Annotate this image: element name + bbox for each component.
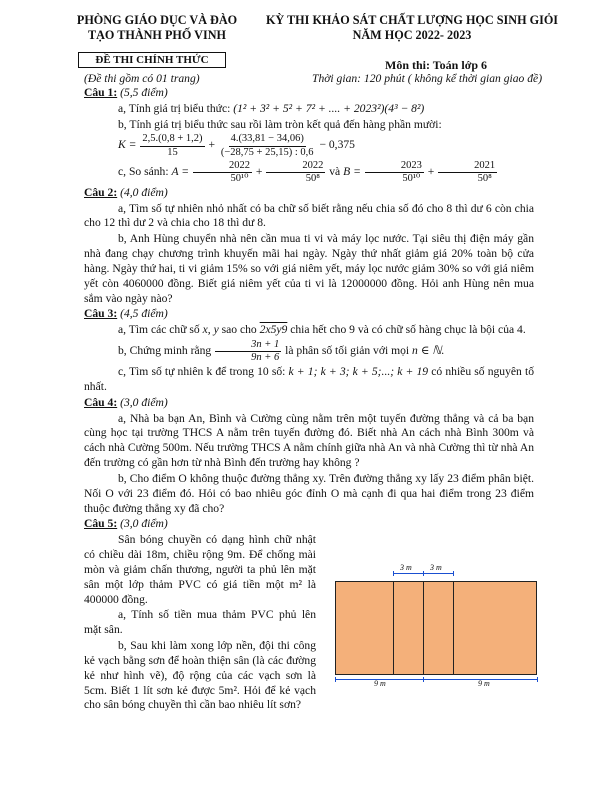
overlined-number: 2x5y9 bbox=[259, 323, 288, 337]
fraction-numerator: 2022 bbox=[266, 160, 325, 173]
digit-variables: x, y bbox=[202, 323, 219, 337]
fraction-denominator: 50¹⁰ bbox=[230, 172, 249, 184]
court-surface bbox=[335, 581, 537, 675]
question-points: (5,5 điểm) bbox=[120, 86, 168, 99]
question-1a bbox=[84, 102, 534, 117]
question-3a bbox=[84, 323, 534, 338]
question-3b-text: b, Chứng minh rằng bbox=[118, 344, 212, 358]
fraction-denominator: 15 bbox=[167, 146, 178, 158]
fraction-numerator: 3n + 1 bbox=[215, 339, 281, 352]
department-line-2: TẠO THÀNH PHỐ VINH bbox=[87, 28, 227, 43]
question-number: Câu 5: bbox=[84, 517, 118, 531]
attack-line-left bbox=[393, 581, 394, 675]
fraction-denominator: 50⁸ bbox=[477, 172, 492, 184]
subject-title: Môn thi: Toán lớp 6 bbox=[385, 58, 488, 72]
dimension-tick bbox=[335, 677, 336, 682]
exam-title-line-2: NĂM HỌC 2022- 2023 bbox=[352, 28, 472, 43]
question-5b: b, Sau khi làm xong lớp nền, đội thi công kẻ vạch bằng sơn để hoàn thiện sân (là các đường kẻ như hình vẽ), độ rộng của các vạch sơn là 5cm. Biết 1 lít sơn kẻ được 5m². Hỏi để kẻ vạch cho sân bóng chuyền thì cần bao nhiêu lít sơn? bbox=[84, 639, 316, 712]
question-1b-text: b, Tính giá trị biểu thức sau rồi làm tròn kết quả đến hàng phần mười: bbox=[118, 117, 442, 131]
fraction bbox=[438, 160, 497, 185]
exam-header bbox=[262, 13, 562, 44]
center-line bbox=[423, 581, 424, 675]
fraction bbox=[219, 133, 316, 158]
dimension-tick bbox=[393, 571, 394, 576]
dimension-tick bbox=[453, 571, 454, 576]
department-line-1: PHÒNG GIÁO DỤC VÀ ĐÀO bbox=[76, 13, 238, 27]
fraction bbox=[215, 339, 281, 364]
question-points: (3,0 điểm) bbox=[120, 395, 168, 409]
question-5a: a, Tính số tiền mua thảm PVC phủ lên mặt sân. bbox=[84, 608, 316, 637]
fraction bbox=[266, 160, 325, 185]
question-4 bbox=[84, 396, 534, 517]
question-number: Câu 4: bbox=[84, 395, 118, 409]
question-2 bbox=[84, 186, 534, 307]
exam-time: Thời gian: 120 phút ( không kể thời gian giao đề) bbox=[312, 72, 543, 85]
fraction-numerator: 4.(33,81 − 34,06) bbox=[229, 133, 306, 146]
question-3 bbox=[84, 307, 534, 394]
question-points: (4,0 điểm) bbox=[120, 185, 168, 199]
question-3c-text: c, Tìm số tự nhiên k để trong 10 số: bbox=[118, 365, 286, 379]
question-3a-post: chia hết cho 9 và có chữ số hàng chục là bội của 4. bbox=[290, 323, 526, 337]
official-exam-box: ĐỀ THI CHÍNH THỨC bbox=[78, 52, 226, 68]
fraction bbox=[193, 160, 252, 185]
fraction-numerator: 2021 bbox=[438, 160, 497, 173]
fraction-numerator: 2023 bbox=[365, 160, 424, 173]
question-1b-expression: K = $\frac{2,5.(0,8 + 1,2)}{15}$ + $\frac{4.(33,81 - 34,06)}{(-28,75 + 25,15) : 0,6}$ − 0,375 bbox=[118, 133, 355, 158]
question-3a-text: a, Tìm các chữ số bbox=[118, 323, 200, 337]
question-1c-text: c, So sánh: bbox=[118, 164, 169, 178]
fraction bbox=[365, 160, 424, 185]
b-label: B = bbox=[343, 164, 361, 178]
expression-tail: − 0,375 bbox=[319, 138, 355, 152]
natural-set: n ∈ ℕ. bbox=[412, 344, 445, 358]
department-header bbox=[52, 13, 262, 44]
fraction-denominator: 50¹⁰ bbox=[402, 172, 421, 184]
a-label: A = bbox=[171, 164, 190, 178]
question-3a-mid: sao cho bbox=[221, 323, 257, 337]
fraction-numerator: 2022 bbox=[193, 160, 252, 173]
and-word: và bbox=[329, 164, 341, 178]
question-points: (4,5 điểm) bbox=[120, 307, 168, 321]
dimension-label-bottom-left: 9 m bbox=[374, 679, 386, 688]
pages-note: (Đề thi gồm có 01 trang) bbox=[84, 72, 200, 85]
question-number: Câu 1: bbox=[84, 86, 118, 99]
question-2a: a, Tìm số tự nhiên nhỏ nhất có ba chữ số biết rằng nếu chia số đó cho 8 thì dư 6 còn chia cho 12 thì dư 2 và chia cho 18 thì dư 8. bbox=[84, 201, 534, 230]
dimension-label-top-left: 3 m bbox=[400, 563, 412, 572]
question-1a-text: a, Tính giá trị biểu thức: bbox=[118, 101, 231, 115]
question-3c bbox=[84, 365, 534, 395]
question-3b-post: là phân số tối giản với mọi bbox=[285, 344, 410, 358]
dimension-tick bbox=[423, 571, 424, 576]
question-2b: b, Anh Hùng chuyển nhà nên cần mua ti vi và máy lọc nước. Tại siêu thị điện máy gần nhà đang chạy chương trình khuyến mãi hai ngày. Ngày thứ nhất giảm giá 20% toàn bộ cửa hàng. Ngày thứ hai, ti vi giảm 15% so với giá niêm yết, máy lọc nước giảm 30% so với giá niêm yết còn 4060000 đồng. Biết giá niêm yết của ti vi là 12000000 đồng. Hỏi anh Hùng nên mua sắm vào ngày nào? bbox=[84, 232, 534, 305]
dimension-tick bbox=[423, 677, 424, 682]
question-4b: b, Cho điểm O không thuộc đường thẳng xy. Trên đường thẳng xy lấy 23 điểm phân biệt. Nối O với 23 điểm đó. Hỏi có bao nhiêu góc đỉnh O mà cạnh đi qua hai điểm trong 23 điểm thuộc đường thẳng xy đã cho? bbox=[84, 471, 534, 515]
dimension-label-bottom-right: 9 m bbox=[478, 679, 490, 688]
fraction bbox=[140, 133, 204, 158]
dimension-tick bbox=[537, 677, 538, 682]
k-label: K = bbox=[118, 138, 137, 152]
fraction-denominator: 50⁸ bbox=[305, 172, 320, 184]
number-list: k + 1; k + 3; k + 5;...; k + 19 bbox=[288, 365, 429, 379]
question-number: Câu 3: bbox=[84, 307, 118, 321]
question-1a-expression: (1² + 3² + 5² + 7² + .... + 2023²)(4³ − 8²) bbox=[233, 101, 425, 115]
question-4a: a, Nhà ba bạn An, Bình và Cường cùng nằm trên một tuyến đường thẳng và cả ba bạn cùng học tại trường THCS A nằm trên tuyến đường đó. Biết nhà An cách nhà Bình 300m và cách nhà Cường 500m. Nếu trường THCS A nằm chính giữa nhà An và nhà Cường thì từ nhà An đến trường có gần hơn từ nhà Bình đến trường hay không ? bbox=[84, 411, 534, 470]
question-5-intro: Sân bóng chuyền có dạng hình chữ nhật có chiều dài 18m, chiều rộng 9m. Để chống mài mòn và giảm chấn thương, người ta phủ lên mặt sân một lớp thảm PVC có giá tiền một m² là 400000 đồng. bbox=[84, 533, 316, 606]
fraction-denominator: 9n + 6 bbox=[251, 352, 280, 364]
exam-title-line-1: KỲ THI KHẢO SÁT CHẤT LƯỢNG HỌC SINH GIỎI bbox=[265, 13, 559, 27]
question-1 bbox=[84, 86, 534, 185]
fraction-denominator: (−28,75 + 25,15) : 0,6 bbox=[220, 146, 314, 158]
question-5-text bbox=[84, 533, 316, 713]
question-3c-post: có nhiều số nguyên tố nhất. bbox=[84, 365, 534, 393]
volleyball-court-figure bbox=[330, 563, 540, 688]
question-points: (3,0 điểm) bbox=[120, 517, 168, 531]
question-3b bbox=[84, 339, 534, 364]
question-1c: c, So sánh: A = $\frac{2022}{\text{50¹⁰}}$ + $\frac{2022}{\text{50⁸}}$ và B = $\frac{2023}{\text{50¹⁰}}$ + $\frac{2021}{\text{50⁸}}$ bbox=[118, 159, 496, 184]
question-number: Câu 2: bbox=[84, 185, 118, 199]
attack-line-right bbox=[453, 581, 454, 675]
dimension-label-top-right: 3 m bbox=[430, 563, 442, 572]
fraction-numerator: 2,5.(0,8 + 1,2) bbox=[140, 133, 204, 146]
